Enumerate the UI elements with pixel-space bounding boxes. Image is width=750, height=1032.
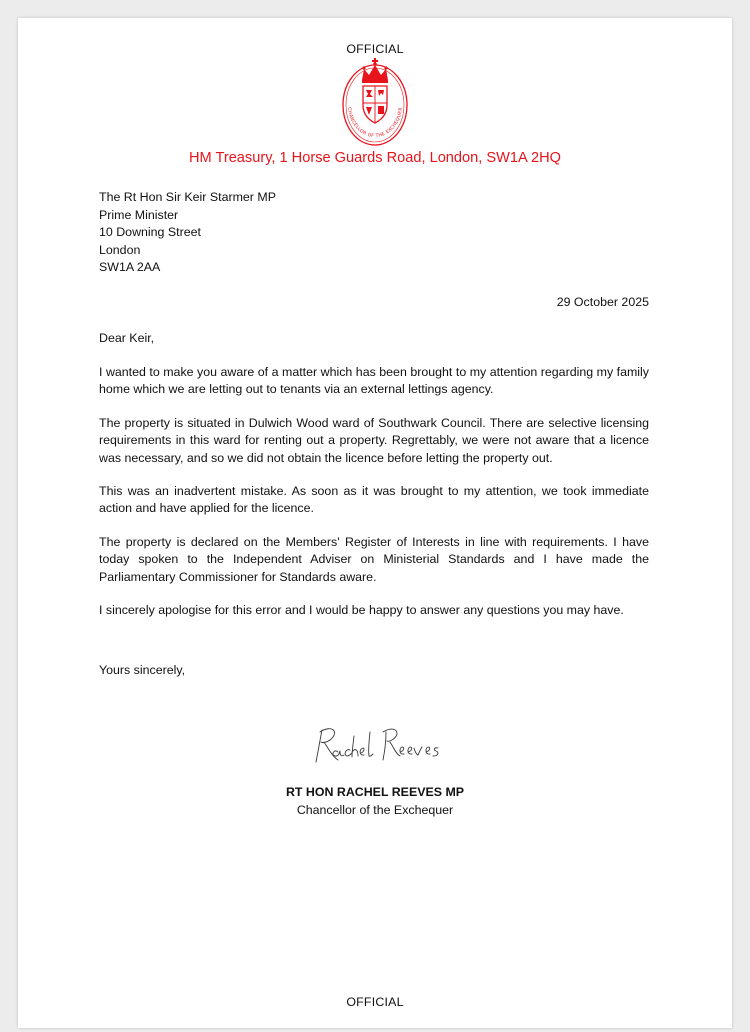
handwritten-signature xyxy=(308,718,448,770)
letter-page xyxy=(18,18,732,1028)
treasury-address: HM Treasury, 1 Horse Guards Road, London, SW1A 2HQ xyxy=(188,150,562,166)
body-paragraph: The property is declared on the Members' Register of Interests in line with requirements. I have today spoken to the Independent Adviser on Ministerial Standards and I have made the Parliamentary Commissioner for Standards aware. xyxy=(99,534,649,584)
classification-top: OFFICIAL xyxy=(346,42,404,56)
signatory-title: Chancellor of the Exchequer xyxy=(296,802,454,817)
recipient-name: The Rt Hon Sir Keir Starmer MP xyxy=(99,190,276,204)
body-paragraph: I sincerely apologise for this error and I would be happy to answer any questions you may have. xyxy=(99,603,624,618)
treasury-crest-icon xyxy=(340,53,410,148)
body-paragraph: This was an inadvertent mistake. As soon as it was brought to my attention, we took immediate action and have applied for the licence. xyxy=(99,484,649,516)
signatory-name: RT HON RACHEL REEVES MP xyxy=(285,785,465,799)
letter-date: 29 October 2025 xyxy=(556,295,649,309)
body-paragraph: The property is situated in Dulwich Wood ward of Southwark Council. There are selective licensing requirements in this ward for renting out a property. Regrettably, we were not aware that a licence was necessary, and so we did not obtain the licence before letting the property out. xyxy=(99,415,649,465)
letter-body xyxy=(99,364,649,635)
recipient-street: 10 Downing Street xyxy=(99,225,201,240)
recipient-title: Prime Minister xyxy=(99,207,179,222)
crest-lettering: CHANCELLOR OF THE EXCHEQUER xyxy=(346,107,404,140)
recipient-address-block xyxy=(99,189,276,277)
signatory-block xyxy=(18,784,732,819)
recipient-postcode: SW1A 2AA xyxy=(99,260,161,275)
closing: Yours sincerely, xyxy=(99,663,186,677)
body-paragraph: I wanted to make you aware of a matter which has been brought to my attention regarding my family home which we are letting out to tenants via an external lettings agency. xyxy=(99,365,649,397)
recipient-city: London xyxy=(99,242,141,257)
salutation: Dear Keir, xyxy=(99,331,155,345)
classification-bottom: OFFICIAL xyxy=(346,995,404,1009)
